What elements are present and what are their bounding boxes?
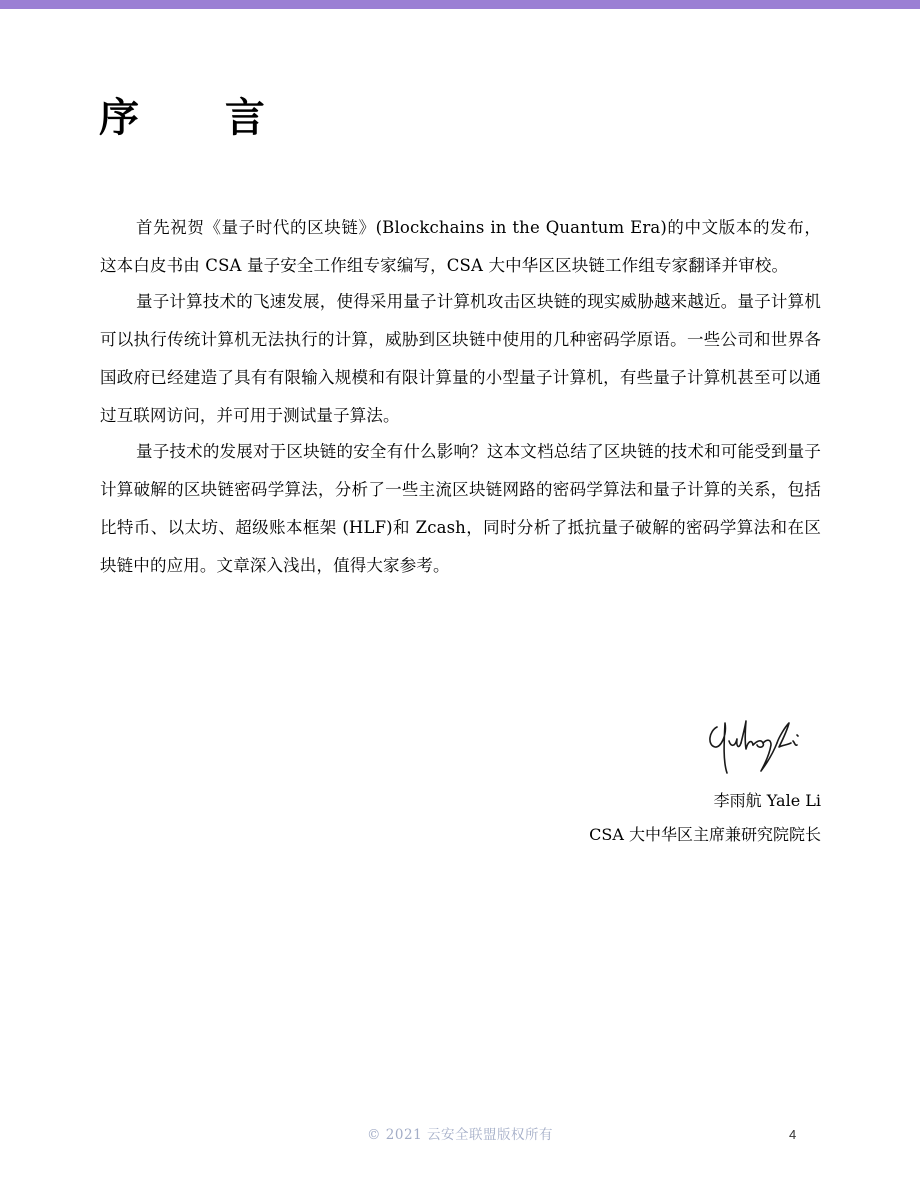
signatory-position: CSA 大中华区主席兼研究院院长 [589,825,821,844]
page-title: 序 言 [99,95,301,141]
handwritten-signature [705,713,809,775]
paragraph-1: 首先祝贺《量子时代的区块链》(Blockchains in the Quantum Era)的中文版本的发布，这本白皮书由 CSA 量子安全工作组专家编写，CSA 大中华区区块链工作组专家翻译并审校。 [100,218,821,275]
paragraph-3: 量子技术的发展对于区块链的安全有什么影响？这本文档总结了区块链的技术和可能受到量子计算破解的区块链密码学算法，分析了一些主流区块链网路的密码学算法和量子计算的关系，包括比特币、以太坊、超级账本框架 (HLF)和 Zcash，同时分析了抵抗量子破解的密码学算法和在区块链中的应用。文章深入浅出，值得大家参考。 [100,442,821,575]
paragraph-2: 量子计算技术的飞速发展，使得采用量子计算机攻击区块链的现实威胁越来越近。量子计算机可以执行传统计算机无法执行的计算，威胁到区块链中使用的几种密码学原语。一些公司和世界各国政府已经建造了具有有限输入规模和有限计算量的小型量子计算机，有些量子计算机甚至可以通过互联网访问，并可用于测试量子算法。 [100,292,821,425]
footer-copyright: © 2021 云安全联盟版权所有 [367,1127,553,1143]
page-number: 4 [789,1127,797,1142]
header-accent-bar [0,0,920,9]
preface-body [100,209,821,583]
signatory-name: 李雨航 Yale Li [713,791,821,810]
